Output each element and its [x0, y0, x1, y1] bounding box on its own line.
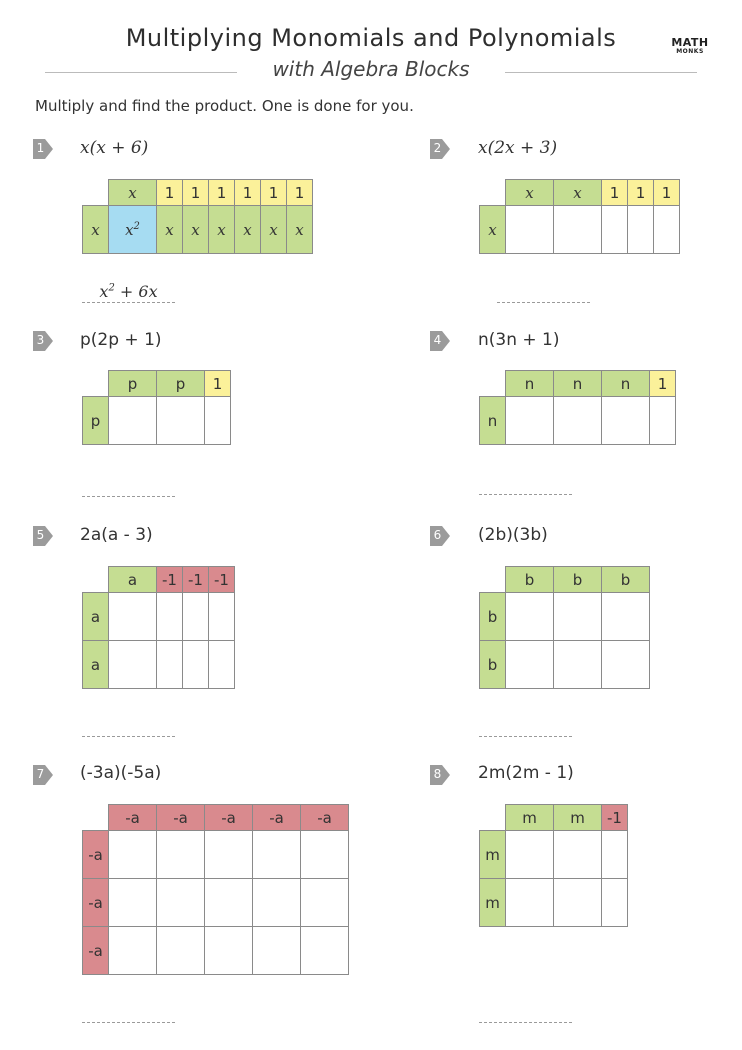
side-block: m — [480, 879, 506, 927]
problem-expression: 2m(2m - 1) — [478, 763, 574, 783]
product-cell-blank[interactable] — [506, 397, 554, 445]
product-block: x — [183, 206, 209, 254]
product-cell-blank[interactable] — [602, 879, 628, 927]
page-title: Multiplying Monomials and Polynomials — [125, 24, 617, 52]
product-cell-blank[interactable] — [209, 593, 235, 641]
algebra-block-grid — [479, 804, 628, 927]
problem-expression: x(2x + 3) — [478, 138, 558, 158]
product-block: x — [287, 206, 313, 254]
product-cell-blank[interactable] — [109, 641, 157, 689]
product-cell-blank[interactable] — [554, 397, 602, 445]
top-block: -1 — [157, 567, 183, 593]
grid-corner — [83, 180, 109, 206]
product-cell-blank[interactable] — [506, 879, 554, 927]
answer-line[interactable] — [82, 1002, 175, 1023]
problem-number: 3 — [36, 333, 45, 347]
top-block: -a — [157, 805, 205, 831]
grid-corner — [480, 805, 506, 831]
grid-corner — [83, 567, 109, 593]
product-cell-blank[interactable] — [183, 641, 209, 689]
product-cell-blank[interactable] — [554, 641, 602, 689]
top-block: 1 — [654, 180, 680, 206]
product-cell-blank[interactable] — [157, 641, 183, 689]
problem-number: 5 — [36, 528, 45, 542]
top-block: 1 — [261, 180, 287, 206]
algebra-block-grid — [82, 804, 349, 975]
problem-number: 8 — [433, 767, 442, 781]
product-cell-blank[interactable] — [157, 927, 205, 975]
algebra-block-grid — [479, 370, 676, 445]
answer-line[interactable] — [479, 1002, 572, 1023]
top-block: b — [554, 567, 602, 593]
product-cell-blank[interactable] — [602, 397, 650, 445]
problem-expression: (-3a)(-5a) — [80, 763, 162, 783]
top-block: b — [602, 567, 650, 593]
product-cell-blank[interactable] — [554, 593, 602, 641]
product-cell-blank[interactable] — [157, 831, 205, 879]
product-cell-blank[interactable] — [554, 206, 602, 254]
top-block: -a — [301, 805, 349, 831]
product-cell-blank[interactable] — [109, 927, 157, 975]
product-block: x — [209, 206, 235, 254]
grid-corner — [480, 567, 506, 593]
problem-number-badge — [33, 137, 53, 161]
side-block: a — [83, 641, 109, 689]
problem-expression: 2a(a - 3) — [80, 525, 153, 545]
top-block: m — [506, 805, 554, 831]
answer-line — [82, 282, 175, 303]
top-block: 1 — [183, 180, 209, 206]
product-cell-blank[interactable] — [602, 593, 650, 641]
product-cell-blank[interactable] — [602, 206, 628, 254]
product-block: $x^2$ — [109, 206, 157, 254]
product-cell-blank[interactable] — [205, 927, 253, 975]
side-block: -a — [83, 879, 109, 927]
problem-number-badge — [430, 329, 450, 353]
product-cell-blank[interactable] — [506, 593, 554, 641]
product-cell-blank[interactable] — [650, 397, 676, 445]
product-cell-blank[interactable] — [554, 831, 602, 879]
top-block: p — [109, 371, 157, 397]
top-block: b — [506, 567, 554, 593]
top-block: n — [602, 371, 650, 397]
side-block: x — [480, 206, 506, 254]
answer-line[interactable] — [82, 476, 175, 497]
side-block: b — [480, 641, 506, 689]
logo-wordmark: MATH — [671, 36, 709, 49]
product-cell-blank[interactable] — [205, 879, 253, 927]
product-cell-blank[interactable] — [253, 831, 301, 879]
problem-number-badge — [33, 763, 53, 787]
top-block: n — [506, 371, 554, 397]
product-cell-blank[interactable] — [183, 593, 209, 641]
side-block: n — [480, 397, 506, 445]
answer-line[interactable] — [82, 716, 175, 737]
algebra-block-grid — [479, 179, 680, 254]
top-block: 1 — [602, 180, 628, 206]
product-cell-blank[interactable] — [628, 206, 654, 254]
product-cell-blank[interactable] — [602, 831, 628, 879]
problem-expression: x(x + 6) — [80, 138, 149, 158]
problem-number: 7 — [36, 767, 45, 781]
top-block: -1 — [602, 805, 628, 831]
problem-number: 1 — [36, 141, 45, 155]
problem-expression: p(2p + 1) — [80, 330, 162, 350]
answer-text: $x^2 + 6x$ — [99, 282, 158, 301]
side-block: m — [480, 831, 506, 879]
product-cell-blank[interactable] — [109, 397, 157, 445]
top-block: -1 — [183, 567, 209, 593]
product-cell-blank[interactable] — [205, 831, 253, 879]
side-block: b — [480, 593, 506, 641]
grid-corner — [480, 371, 506, 397]
product-cell-blank[interactable] — [253, 927, 301, 975]
instructions: Multiply and find the product. One is done for you. — [35, 97, 414, 115]
top-block: a — [109, 567, 157, 593]
product-block: x — [157, 206, 183, 254]
top-block: x — [109, 180, 157, 206]
side-block: -a — [83, 831, 109, 879]
problem-number: 2 — [433, 141, 442, 155]
product-cell-blank[interactable] — [554, 879, 602, 927]
top-block: -a — [253, 805, 301, 831]
problem-number-badge — [33, 524, 53, 548]
product-cell-blank[interactable] — [506, 206, 554, 254]
problem-number: 6 — [433, 528, 442, 542]
product-cell-blank[interactable] — [301, 831, 349, 879]
answer-line[interactable] — [479, 716, 572, 737]
top-block: m — [554, 805, 602, 831]
problem-number-badge — [430, 137, 450, 161]
side-block: -a — [83, 927, 109, 975]
product-cell-blank[interactable] — [506, 641, 554, 689]
algebra-block-grid — [479, 566, 650, 689]
top-block: x — [554, 180, 602, 206]
side-block: x — [83, 206, 109, 254]
answer-line[interactable] — [497, 282, 590, 303]
algebra-block-grid — [82, 179, 313, 254]
product-cell-blank[interactable] — [109, 879, 157, 927]
top-block: 1 — [628, 180, 654, 206]
top-block: 1 — [157, 180, 183, 206]
algebra-block-grid — [82, 370, 231, 445]
math-monks-logo — [668, 36, 712, 55]
top-block: 1 — [209, 180, 235, 206]
problem-number-badge — [430, 763, 450, 787]
grid-corner — [83, 805, 109, 831]
top-block: 1 — [650, 371, 676, 397]
product-cell-blank[interactable] — [205, 397, 231, 445]
side-block: a — [83, 593, 109, 641]
top-block: 1 — [205, 371, 231, 397]
algebra-block-grid — [82, 566, 235, 689]
top-block: 1 — [235, 180, 261, 206]
top-block: -a — [205, 805, 253, 831]
page-subtitle: with Algebra Blocks — [272, 57, 470, 81]
problem-number: 4 — [433, 333, 442, 347]
problem-expression: n(3n + 1) — [478, 330, 560, 350]
top-block: 1 — [287, 180, 313, 206]
grid-corner — [480, 180, 506, 206]
logo-subtext: MONKS — [676, 48, 704, 55]
product-cell-blank[interactable] — [654, 206, 680, 254]
product-block: x — [261, 206, 287, 254]
product-cell-blank[interactable] — [109, 593, 157, 641]
grid-corner — [83, 371, 109, 397]
product-cell-blank[interactable] — [301, 927, 349, 975]
product-cell-blank[interactable] — [157, 593, 183, 641]
top-block: x — [506, 180, 554, 206]
top-block: -a — [109, 805, 157, 831]
subtitle-rule-right — [505, 72, 697, 73]
problem-number-badge — [430, 524, 450, 548]
product-block: x — [235, 206, 261, 254]
product-cell-blank[interactable] — [602, 641, 650, 689]
product-cell-blank[interactable] — [157, 879, 205, 927]
side-block: p — [83, 397, 109, 445]
product-cell-blank[interactable] — [253, 879, 301, 927]
top-block: n — [554, 371, 602, 397]
top-block: -1 — [209, 567, 235, 593]
product-cell-blank[interactable] — [109, 831, 157, 879]
product-cell-blank[interactable] — [209, 641, 235, 689]
product-cell-blank[interactable] — [506, 831, 554, 879]
problem-expression: (2b)(3b) — [478, 525, 548, 545]
problem-number-badge — [33, 329, 53, 353]
answer-line[interactable] — [479, 474, 572, 495]
product-cell-blank[interactable] — [301, 879, 349, 927]
top-block: p — [157, 371, 205, 397]
product-cell-blank[interactable] — [157, 397, 205, 445]
